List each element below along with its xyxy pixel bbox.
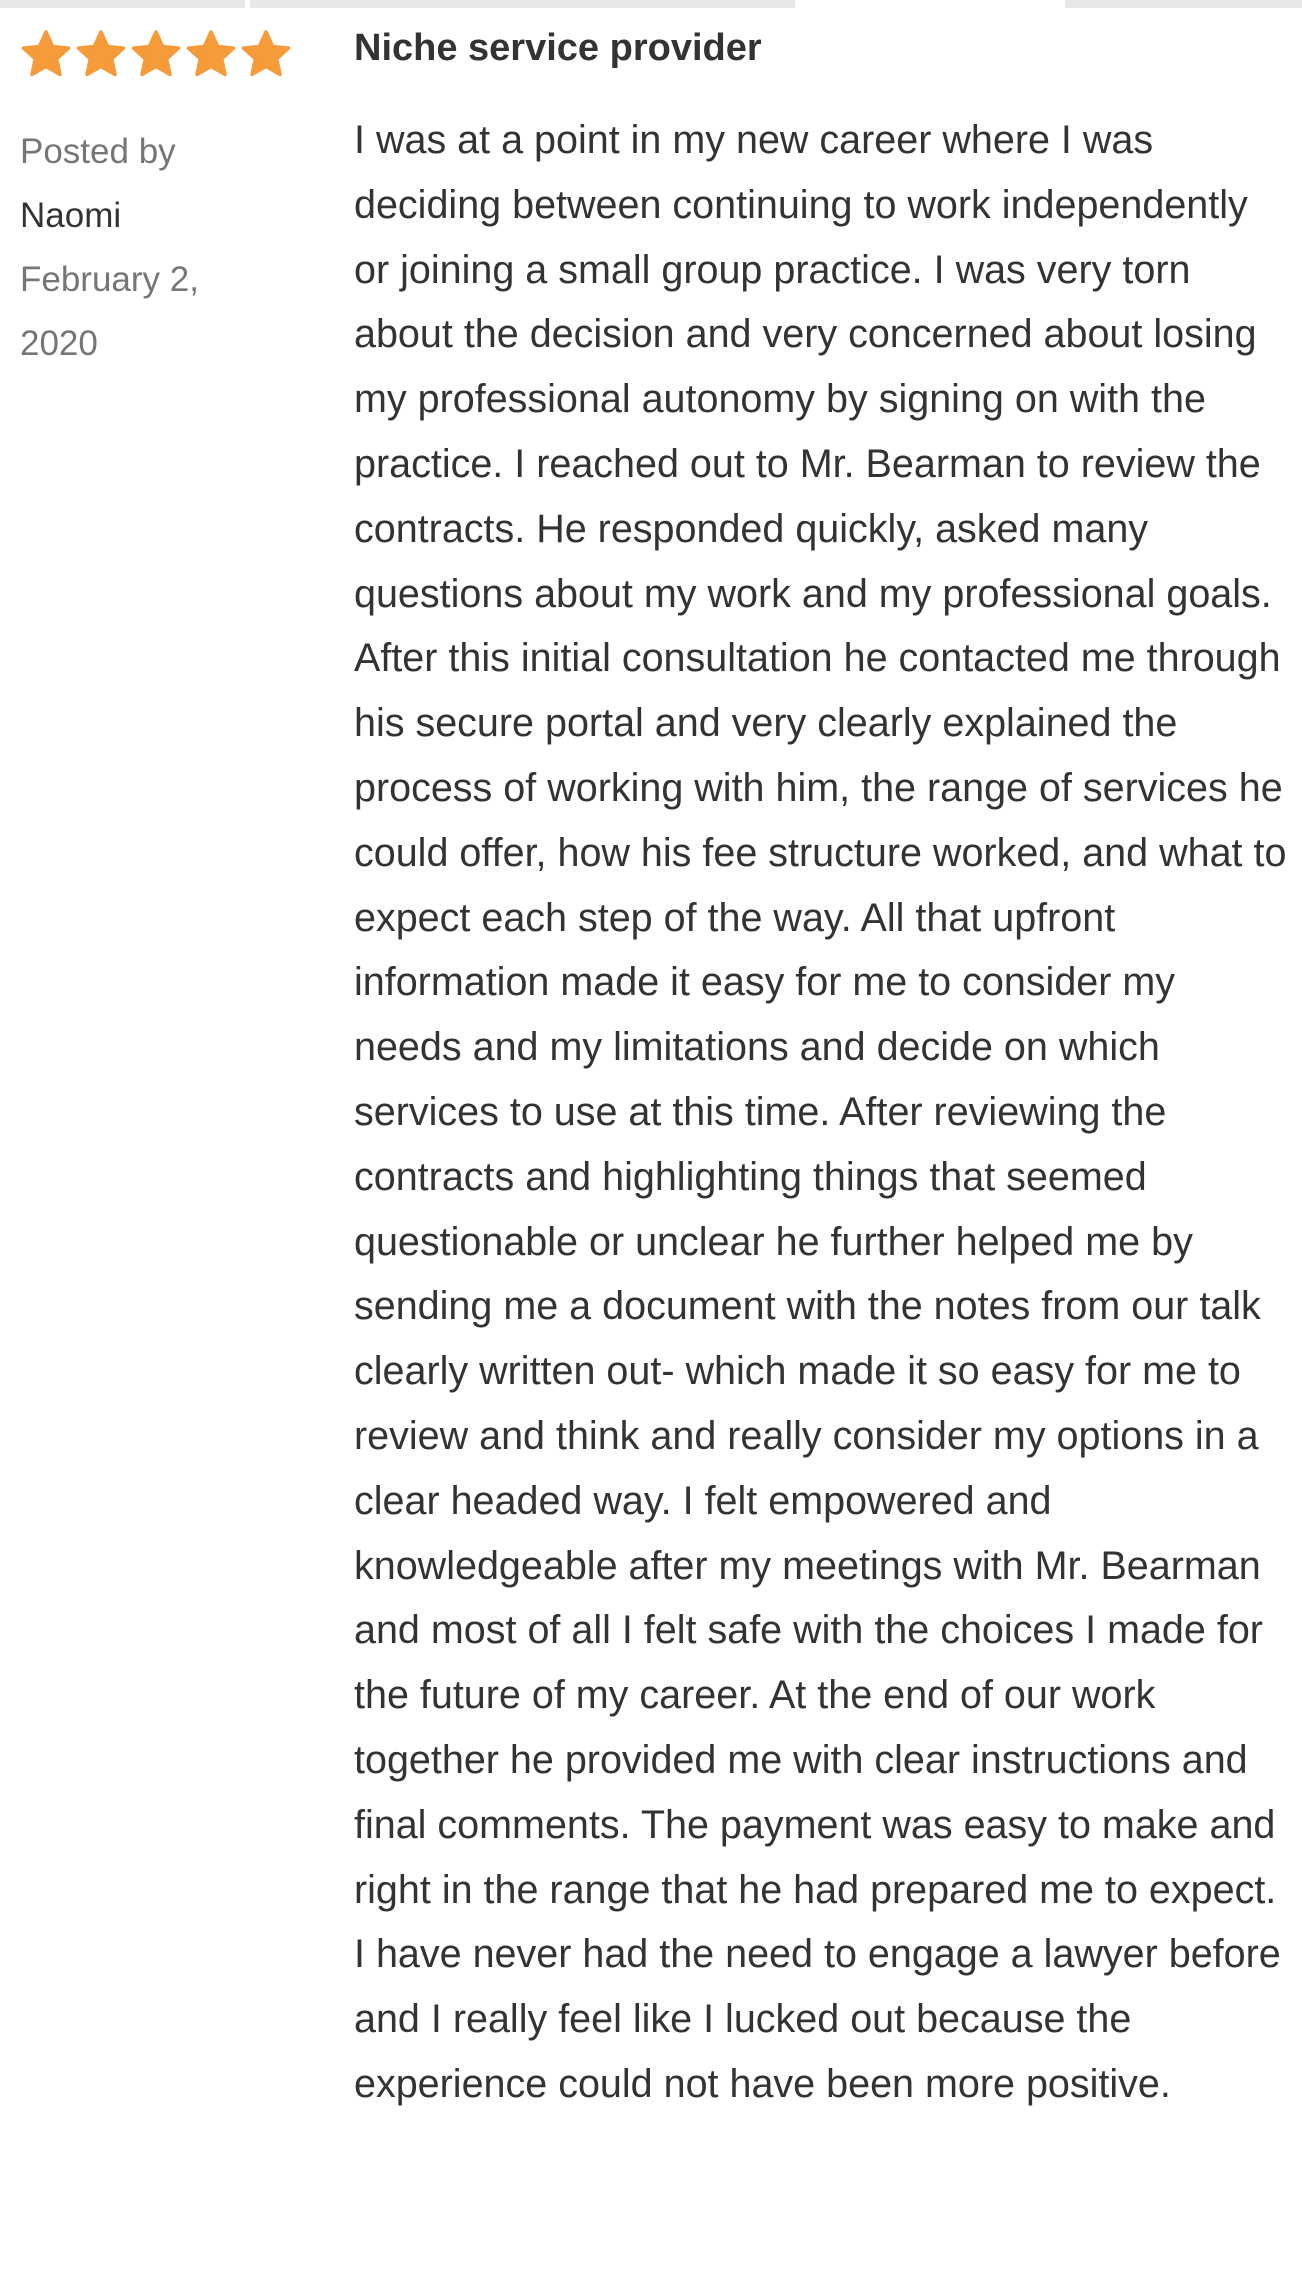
review-meta bbox=[20, 28, 330, 376]
review-author: Naomi bbox=[20, 196, 122, 235]
star-icon bbox=[185, 28, 237, 80]
star-icon bbox=[240, 28, 292, 80]
star-icon bbox=[20, 28, 72, 80]
review-date: February 2, 2020 bbox=[20, 260, 199, 363]
review-body: I was at a point in my new career where I was deciding between continuing to work independently or joining a small group practice. I was very torn about the decision and very concerned about losing my professional autonomy by signing on with the practice. I reached out to Mr. Bearman to review the contracts. He responded quickly, asked many questions about my work and my professional goals. After this initial consultation he contacted me through his secure portal and very clearly explained the process of working with him, the range of services he could offer, how his fee structure worked, and what to expect each step of the way. All that upfront information made it easy for me to consider my needs and my limitations and decide on which services to use at this time. After reviewing the contracts and highlighting things that seemed questionable or unclear he further helped me by sending me a document with the notes from our talk clearly written out- which made it so easy for me to review and think and really consider my options in a clear headed way. I felt empowered and knowledgeable after my meetings with Mr. Bearman and most of all I felt safe with the choices I made for the future of my career. At the end of our work together he provided me with clear instructions and final comments. The payment was easy to make and right in the range that he had prepared me to expect. I have never had the need to engage a lawyer before and I really feel like I lucked out because the experience could not have been more positive. bbox=[354, 118, 1287, 2106]
review-title: Niche service provider bbox=[354, 27, 762, 69]
star-rating bbox=[20, 28, 330, 80]
star-icon bbox=[130, 28, 182, 80]
review-content bbox=[354, 20, 1292, 2117]
posted-by-label: Posted by bbox=[20, 132, 176, 171]
star-icon bbox=[75, 28, 127, 80]
